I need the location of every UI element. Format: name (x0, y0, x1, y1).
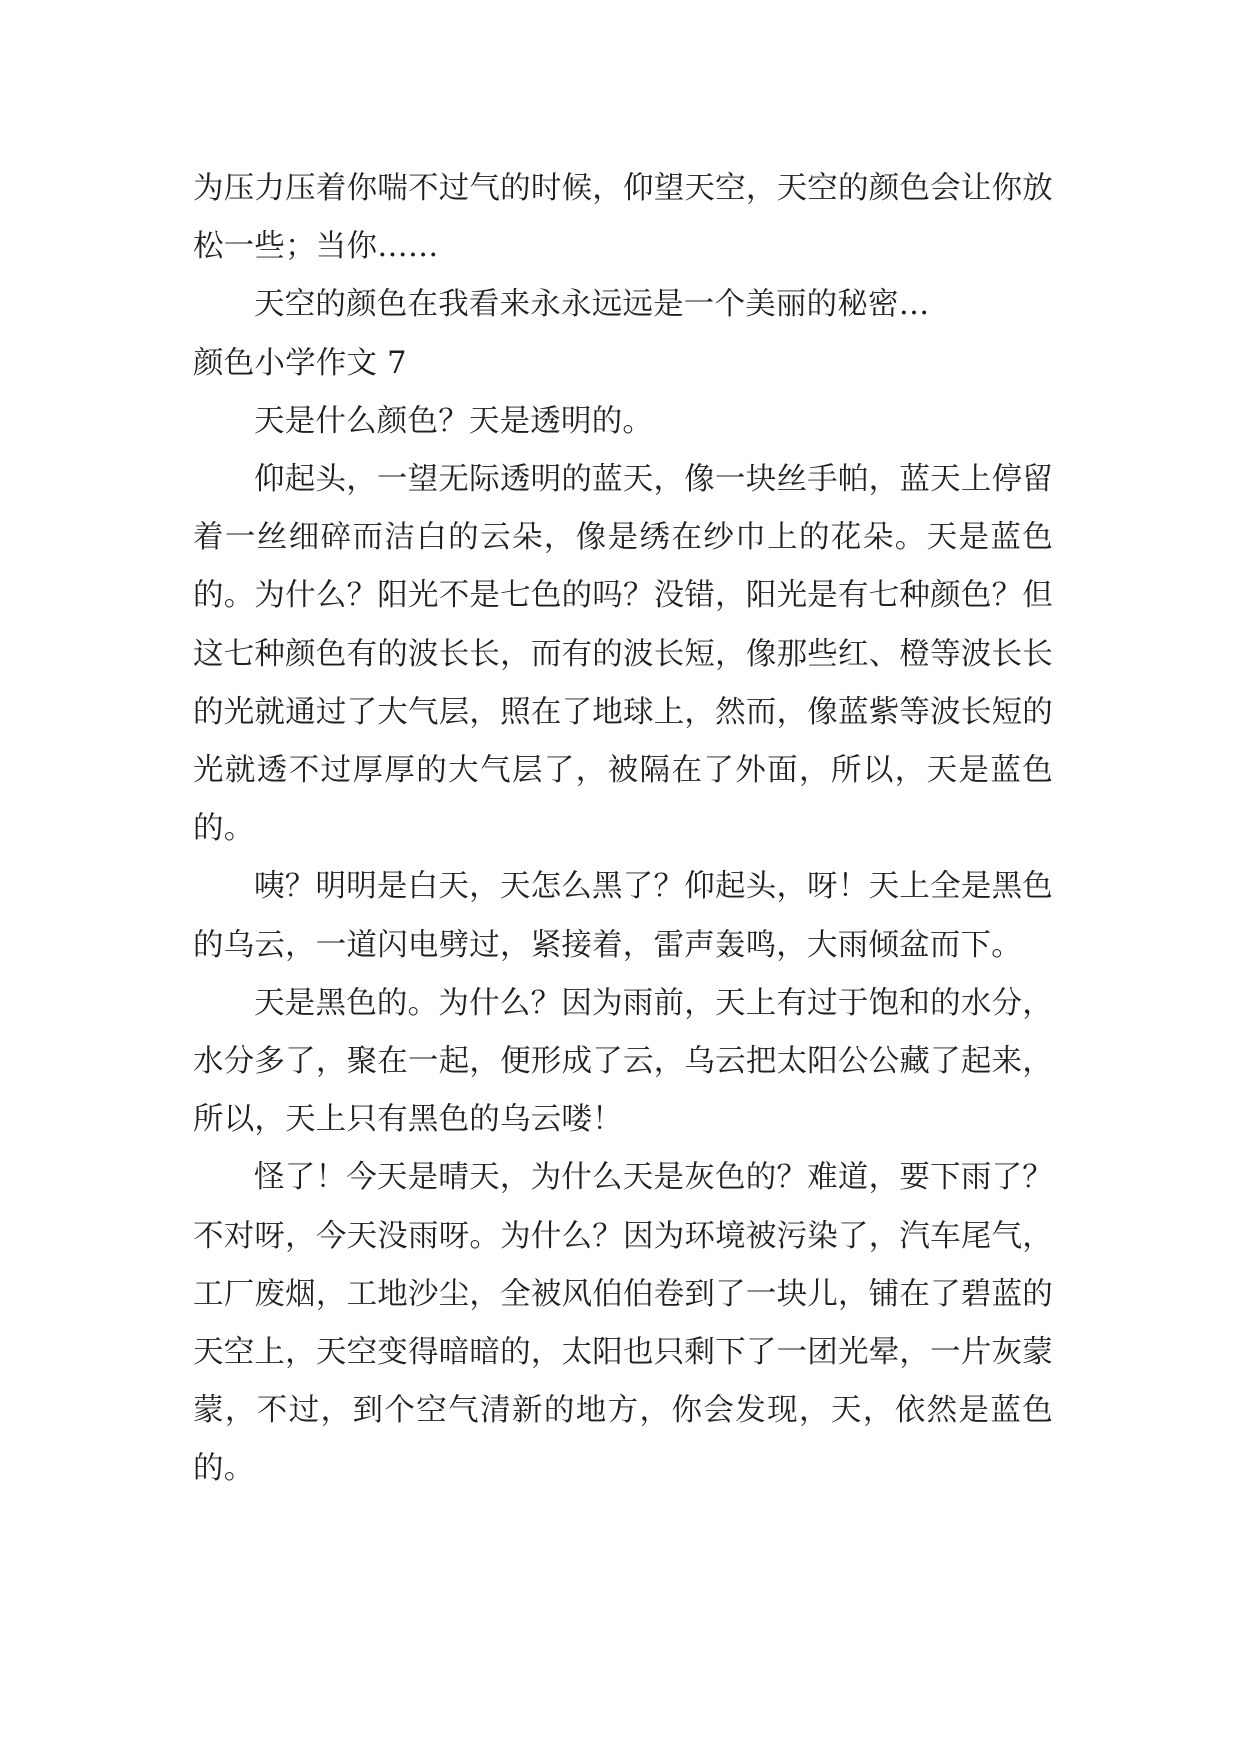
paragraph-black-reason: 天是黑色的。为什么？因为雨前，天上有过于饱和的水分，水分多了，聚在一起，便形成了云，乌云把太阳公公藏了起来，所以，天上只有黑色的乌云喽！ (193, 985, 1053, 1138)
paragraph-continued: 为压力压着你喘不过气的时候，仰望天空，天空的颜色会让你放松一些；当你…… (193, 171, 1053, 265)
paragraph-sky-secret: 天空的颜色在我看来永永远远是一个美丽的秘密… (254, 287, 930, 323)
paragraph-blue-sky: 仰起头，一望无际透明的蓝天，像一块丝手帕，蓝天上停留着一丝细碎而洁白的云朵，像是绣在纱巾上的花朵。天是蓝色的。为什么？阳光不是七色的吗？没错，阳光是有七种颜色？但这七种颜色有的波长长，而有的波长短，像那些红、橙等波长长的光就通过了大气层，照在了地球上，然而，像蓝紫等波长短的光就透不过厚厚的大气层了，被隔在了外面，所以，天是蓝色的。 (193, 462, 1053, 847)
section-heading: 颜色小学作文 7 (193, 345, 407, 381)
paragraph-black-sky: 咦？明明是白天，天怎么黑了？仰起头，呀！天上全是黑色的乌云，一道闪电劈过，紧接着，雷声轰鸣，大雨倾盆而下。 (193, 869, 1053, 963)
paragraph-gray-sky: 怪了！今天是晴天，为什么天是灰色的？难道，要下雨了？不对呀，今天没雨呀。为什么？因为环境被污染了，汽车尾气，工厂废烟，工地沙尘，全被风伯伯卷到了一块儿，铺在了碧蓝的天空上，天空变得暗暗的，太阳也只剩下了一团光晕，一片灰蒙蒙，不过，到个空气清新的地方，你会发现，天，依然是蓝色的。 (193, 1160, 1053, 1487)
paragraph-intro-question: 天是什么颜色？天是透明的。 (254, 403, 654, 439)
document-body (193, 160, 1053, 1499)
